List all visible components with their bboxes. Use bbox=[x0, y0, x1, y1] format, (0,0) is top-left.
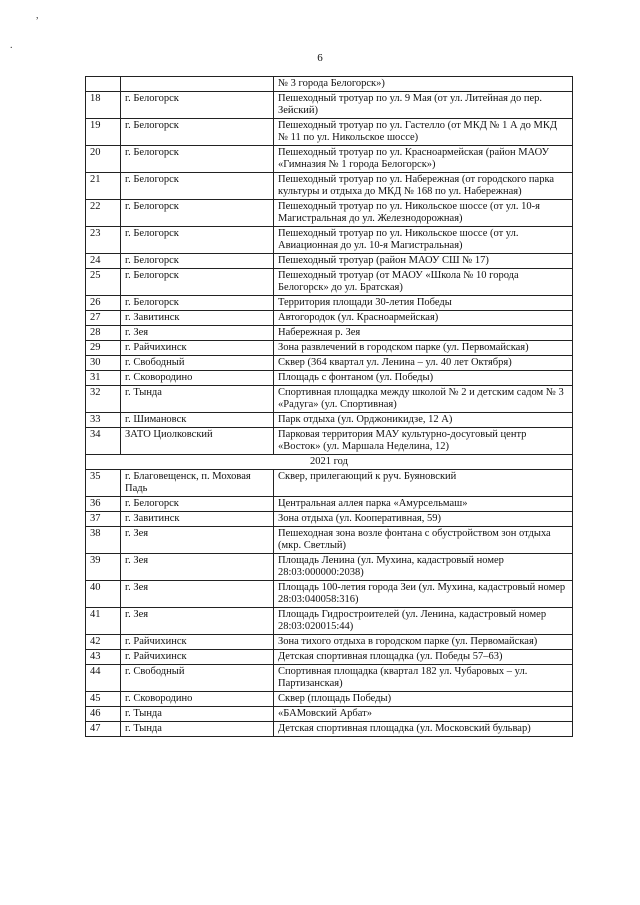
row-locality: г. Зея bbox=[121, 608, 274, 635]
row-locality: г. Завитинск bbox=[121, 512, 274, 527]
row-description: Сквер, прилегающий к руч. Буяновский bbox=[274, 470, 573, 497]
table-row bbox=[86, 581, 573, 608]
row-description: № 3 города Белогорск») bbox=[274, 77, 573, 92]
row-locality: г. Свободный bbox=[121, 356, 274, 371]
row-description: Территория площади 30-летия Победы bbox=[274, 296, 573, 311]
table-row bbox=[86, 200, 573, 227]
row-locality: г. Завитинск bbox=[121, 311, 274, 326]
row-description: Пешеходный тротуар (район МАОУ СШ № 17) bbox=[274, 254, 573, 269]
table-row bbox=[86, 341, 573, 356]
row-locality: г. Зея bbox=[121, 527, 274, 554]
row-number: 43 bbox=[86, 650, 121, 665]
table-row bbox=[86, 119, 573, 146]
row-locality: г. Тында bbox=[121, 386, 274, 413]
row-locality: г. Белогорск bbox=[121, 173, 274, 200]
row-description: Зона отдыха (ул. Кооперативная, 59) bbox=[274, 512, 573, 527]
table-row bbox=[86, 608, 573, 635]
table-row bbox=[86, 692, 573, 707]
table-row bbox=[86, 650, 573, 665]
row-locality: г. Сковородино bbox=[121, 371, 274, 386]
row-description: Спортивная площадка между школой № 2 и детским садом № 3 «Радуга» (ул. Спортивная) bbox=[274, 386, 573, 413]
table-row bbox=[86, 386, 573, 413]
table-row bbox=[86, 428, 573, 455]
row-number: 18 bbox=[86, 92, 121, 119]
table-row bbox=[86, 173, 573, 200]
row-number: 36 bbox=[86, 497, 121, 512]
row-description: Автогородок (ул. Красноармейская) bbox=[274, 311, 573, 326]
table-row bbox=[86, 326, 573, 341]
row-locality: г. Белогорск bbox=[121, 269, 274, 296]
row-description: Площадь Ленина (ул. Мухина, кадастровый номер 28:03:000000:2038) bbox=[274, 554, 573, 581]
row-locality: г. Белогорск bbox=[121, 254, 274, 269]
row-description: «БАМовский Арбат» bbox=[274, 707, 573, 722]
row-locality: г. Райчихинск bbox=[121, 635, 274, 650]
table-row bbox=[86, 413, 573, 428]
table-row bbox=[86, 356, 573, 371]
table-row bbox=[86, 470, 573, 497]
row-number: 27 bbox=[86, 311, 121, 326]
row-number: 25 bbox=[86, 269, 121, 296]
row-number: 41 bbox=[86, 608, 121, 635]
objects-table bbox=[85, 76, 573, 737]
row-locality: г. Сковородино bbox=[121, 692, 274, 707]
row-locality: г. Райчихинск bbox=[121, 341, 274, 356]
scan-mark: , bbox=[36, 10, 39, 21]
row-description: Спортивная площадка (квартал 182 ул. Чубаровых – ул. Партизанская) bbox=[274, 665, 573, 692]
table-row bbox=[86, 371, 573, 386]
row-locality: г. Белогорск bbox=[121, 296, 274, 311]
table-row bbox=[86, 92, 573, 119]
row-number: 29 bbox=[86, 341, 121, 356]
row-description: Пешеходный тротуар по ул. Никольское шоссе (от ул. 10-я Магистральная до ул. Железнодорожная) bbox=[274, 200, 573, 227]
row-number: 38 bbox=[86, 527, 121, 554]
row-description: Пешеходный тротуар по ул. Гастелло (от МКД № 1 А до МКД № 11 по ул. Никольское шоссе) bbox=[274, 119, 573, 146]
row-locality: ЗАТО Циолковский bbox=[121, 428, 274, 455]
row-description: Парк отдыха (ул. Орджоникидзе, 12 А) bbox=[274, 413, 573, 428]
row-locality: г. Белогорск bbox=[121, 200, 274, 227]
row-description: Пешеходный тротуар по ул. Красноармейская (район МАОУ «Гимназия № 1 города Белогорск») bbox=[274, 146, 573, 173]
row-number: 21 bbox=[86, 173, 121, 200]
table-row bbox=[86, 497, 573, 512]
row-description: Пешеходный тротуар (от МАОУ «Школа № 10 города Белогорск» до ул. Братская) bbox=[274, 269, 573, 296]
row-locality: г. Белогорск bbox=[121, 497, 274, 512]
row-description: Набережная р. Зея bbox=[274, 326, 573, 341]
row-number: 40 bbox=[86, 581, 121, 608]
row-description: Зона развлечений в городском парке (ул. Первомайская) bbox=[274, 341, 573, 356]
row-description: Детская спортивная площадка (ул. Победы 57–63) bbox=[274, 650, 573, 665]
row-description: Площадь 100-летия города Зеи (ул. Мухина, кадастровый номер 28:03:040058:316) bbox=[274, 581, 573, 608]
row-number: 39 bbox=[86, 554, 121, 581]
row-description: Площадь с фонтаном (ул. Победы) bbox=[274, 371, 573, 386]
row-number: 31 bbox=[86, 371, 121, 386]
row-description: Зона тихого отдыха в городском парке (ул. Первомайская) bbox=[274, 635, 573, 650]
table-row bbox=[86, 527, 573, 554]
row-number: 26 bbox=[86, 296, 121, 311]
year-row bbox=[86, 455, 573, 470]
year-label: 2021 год bbox=[86, 455, 573, 470]
row-number: 20 bbox=[86, 146, 121, 173]
table-row bbox=[86, 77, 573, 92]
row-locality: г. Зея bbox=[121, 554, 274, 581]
table-row bbox=[86, 512, 573, 527]
table-row bbox=[86, 227, 573, 254]
row-description: Пешеходная зона возле фонтана с обустройством зон отдыха (мкр. Светлый) bbox=[274, 527, 573, 554]
row-locality: г. Райчихинск bbox=[121, 650, 274, 665]
table-row bbox=[86, 254, 573, 269]
row-locality bbox=[121, 77, 274, 92]
table-row bbox=[86, 269, 573, 296]
row-number: 45 bbox=[86, 692, 121, 707]
row-number: 37 bbox=[86, 512, 121, 527]
table-row bbox=[86, 665, 573, 692]
row-number: 35 bbox=[86, 470, 121, 497]
row-description: Сквер (площадь Победы) bbox=[274, 692, 573, 707]
table-row bbox=[86, 707, 573, 722]
row-description: Детская спортивная площадка (ул. Московский бульвар) bbox=[274, 722, 573, 737]
row-description: Пешеходный тротуар по ул. Набережная (от городского парка культуры и отдыха до МКД № 168 по ул. Набережная) bbox=[274, 173, 573, 200]
row-locality: г. Зея bbox=[121, 326, 274, 341]
row-number: 34 bbox=[86, 428, 121, 455]
row-description: Площадь Гидростроителей (ул. Ленина, кадастровый номер 28:03:020015:44) bbox=[274, 608, 573, 635]
row-locality: г. Зея bbox=[121, 581, 274, 608]
table-row bbox=[86, 635, 573, 650]
row-locality: г. Белогорск bbox=[121, 92, 274, 119]
row-number bbox=[86, 77, 121, 92]
row-number: 28 bbox=[86, 326, 121, 341]
row-locality: г. Свободный bbox=[121, 665, 274, 692]
row-locality: г. Шимановск bbox=[121, 413, 274, 428]
row-description: Парковая территория МАУ культурно-досуговый центр «Восток» (ул. Маршала Неделина, 12) bbox=[274, 428, 573, 455]
row-locality: г. Тында bbox=[121, 707, 274, 722]
row-locality: г. Белогорск bbox=[121, 146, 274, 173]
row-number: 24 bbox=[86, 254, 121, 269]
row-description: Пешеходный тротуар по ул. Никольское шоссе (от ул. Авиационная до ул. 10-я Магистральная) bbox=[274, 227, 573, 254]
page-number: 6 bbox=[317, 52, 323, 64]
table-row bbox=[86, 722, 573, 737]
row-number: 22 bbox=[86, 200, 121, 227]
row-locality: г. Благовещенск, п. Моховая Падь bbox=[121, 470, 274, 497]
table-row bbox=[86, 311, 573, 326]
row-description: Пешеходный тротуар по ул. 9 Мая (от ул. Литейная до пер. Зейский) bbox=[274, 92, 573, 119]
row-description: Центральная аллея парка «Амурсельмаш» bbox=[274, 497, 573, 512]
row-number: 19 bbox=[86, 119, 121, 146]
table-body bbox=[86, 77, 573, 737]
row-number: 30 bbox=[86, 356, 121, 371]
row-locality: г. Белогорск bbox=[121, 119, 274, 146]
row-number: 23 bbox=[86, 227, 121, 254]
scan-mark: . bbox=[10, 40, 13, 51]
row-number: 32 bbox=[86, 386, 121, 413]
row-locality: г. Белогорск bbox=[121, 227, 274, 254]
table-row bbox=[86, 554, 573, 581]
table-row bbox=[86, 146, 573, 173]
row-number: 46 bbox=[86, 707, 121, 722]
row-locality: г. Тында bbox=[121, 722, 274, 737]
row-number: 47 bbox=[86, 722, 121, 737]
row-number: 44 bbox=[86, 665, 121, 692]
row-description: Сквер (364 квартал ул. Ленина – ул. 40 лет Октября) bbox=[274, 356, 573, 371]
row-number: 42 bbox=[86, 635, 121, 650]
table-row bbox=[86, 296, 573, 311]
row-number: 33 bbox=[86, 413, 121, 428]
